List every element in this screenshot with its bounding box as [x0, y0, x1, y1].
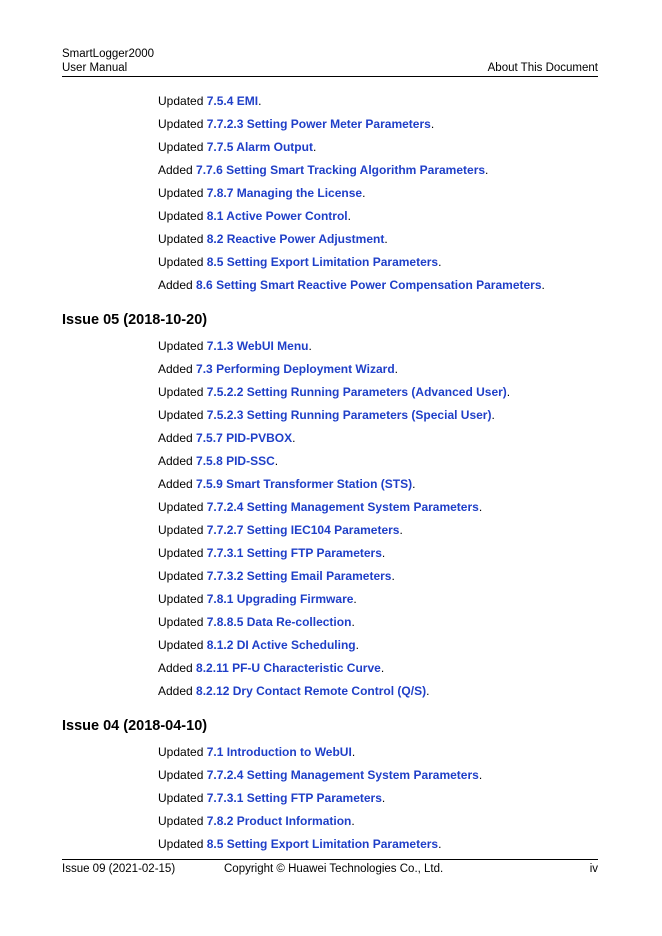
section-link[interactable]: 7.7.3.1 Setting FTP Parameters — [206, 791, 382, 805]
entry-punctuation: . — [478, 500, 483, 514]
change-type: Added — [158, 278, 197, 292]
entry-punctuation: . — [381, 791, 386, 805]
entry-punctuation: . — [347, 209, 351, 223]
issue-04-heading: Issue 04 (2018-04-10) — [62, 718, 208, 734]
change-type: Updated — [158, 546, 207, 560]
change-type: Updated — [158, 94, 207, 108]
issue-05-entry-list — [0, 336, 662, 704]
section-link[interactable]: 7.5.9 Smart Transformer Station (STS) — [196, 477, 413, 491]
issue-05-heading: Issue 05 (2018-10-20) — [62, 312, 208, 328]
change-entry — [158, 612, 662, 635]
section-link[interactable]: 7.5.2.2 Setting Running Parameters (Advanced User) — [206, 385, 507, 399]
entry-punctuation: . — [438, 255, 442, 269]
entry-punctuation: . — [292, 431, 296, 445]
entry-punctuation: . — [541, 278, 545, 292]
change-entry — [158, 765, 662, 788]
change-entry — [158, 742, 662, 765]
change-type: Updated — [158, 117, 207, 131]
section-link[interactable]: 7.7.6 Setting Smart Tracking Algorithm Parameters — [196, 163, 486, 177]
entry-punctuation: . — [485, 163, 489, 177]
change-entry — [158, 275, 662, 298]
entry-punctuation: . — [362, 186, 366, 200]
entry-punctuation: . — [394, 362, 398, 376]
section-link[interactable]: 7.7.2.3 Setting Power Meter Parameters — [206, 117, 431, 131]
change-type: Added — [158, 362, 197, 376]
change-entry — [158, 834, 662, 857]
entry-punctuation: . — [426, 684, 430, 698]
change-entry — [158, 811, 662, 834]
footer-issue: Issue 09 (2021-02-15) — [62, 863, 176, 875]
change-entry — [158, 91, 662, 114]
change-type: Updated — [158, 569, 207, 583]
change-entry — [158, 229, 662, 252]
section-link[interactable]: 8.1.2 DI Active Scheduling — [206, 638, 356, 652]
section-link[interactable]: 7.8.7 Managing the License — [206, 186, 363, 200]
change-type: Updated — [158, 745, 207, 759]
change-type: Updated — [158, 232, 207, 246]
section-link[interactable]: 7.7.2.7 Setting IEC104 Parameters — [206, 523, 400, 537]
section-link[interactable]: 7.5.7 PID-PVBOX — [196, 431, 293, 445]
entry-punctuation: . — [274, 454, 279, 468]
entry-punctuation: . — [399, 523, 403, 537]
product-name: SmartLogger2000 — [62, 48, 155, 60]
change-entry — [158, 589, 662, 612]
entry-punctuation: . — [308, 339, 312, 353]
section-link[interactable]: 7.1.3 WebUI Menu — [206, 339, 309, 353]
change-type: Updated — [158, 255, 207, 269]
entry-punctuation: . — [351, 814, 355, 828]
section-link[interactable]: 8.5 Setting Export Limitation Parameters — [206, 255, 439, 269]
entry-punctuation: . — [351, 745, 356, 759]
change-type: Updated — [158, 791, 207, 805]
issue-04-entry-list — [0, 742, 662, 857]
entry-punctuation: . — [258, 94, 262, 108]
change-type: Updated — [158, 186, 207, 200]
page-content — [0, 91, 662, 857]
section-link[interactable]: 7.5.4 EMI — [206, 94, 259, 108]
intro-entry-list — [0, 91, 662, 298]
entry-punctuation: . — [380, 661, 385, 675]
entry-punctuation: . — [478, 768, 483, 782]
change-entry — [158, 114, 662, 137]
change-entry — [158, 566, 662, 589]
change-type: Added — [158, 431, 197, 445]
section-link[interactable]: 7.1 Introduction to WebUI — [206, 745, 352, 759]
change-type: Added — [158, 684, 197, 698]
change-entry — [158, 405, 662, 428]
change-entry — [158, 137, 662, 160]
change-type: Updated — [158, 385, 207, 399]
change-type: Updated — [158, 523, 207, 537]
footer-copyright: Copyright © Huawei Technologies Co., Ltd. — [224, 863, 444, 875]
section-link[interactable]: 8.5 Setting Export Limitation Parameters — [206, 837, 439, 851]
header-section-title: About This Document — [487, 61, 598, 74]
entry-punctuation: . — [312, 140, 317, 154]
entry-punctuation: . — [430, 117, 435, 131]
change-type: Added — [158, 454, 197, 468]
entry-punctuation: . — [353, 592, 357, 606]
change-entry — [158, 206, 662, 229]
change-entry — [158, 336, 662, 359]
header-left — [62, 48, 154, 75]
footer-page-number: iv — [589, 863, 598, 875]
change-entry — [158, 543, 662, 566]
section-link[interactable]: 8.2 Reactive Power Adjustment — [206, 232, 385, 246]
entry-punctuation: . — [391, 569, 395, 583]
section-link[interactable]: 7.3 Performing Deployment Wizard — [196, 362, 395, 376]
change-type: Updated — [158, 140, 207, 154]
change-type: Added — [158, 477, 197, 491]
section-link[interactable]: 7.7.3.1 Setting FTP Parameters — [206, 546, 382, 560]
section-link[interactable]: 7.5.2.3 Setting Running Parameters (Special User) — [206, 408, 492, 422]
change-entry — [158, 252, 662, 275]
entry-punctuation: . — [412, 477, 416, 491]
entry-punctuation: . — [351, 615, 355, 629]
section-link[interactable]: 8.2.12 Dry Contact Remote Control (Q/S) — [196, 684, 427, 698]
section-link[interactable]: 7.8.1 Upgrading Firmware — [206, 592, 354, 606]
change-entry — [158, 681, 662, 704]
change-type: Updated — [158, 768, 207, 782]
change-type: Updated — [158, 592, 207, 606]
page-header — [62, 48, 598, 77]
change-type: Updated — [158, 615, 207, 629]
section-link[interactable]: 7.7.5 Alarm Output — [206, 140, 313, 154]
change-type: Updated — [158, 814, 207, 828]
entry-punctuation: . — [381, 546, 386, 560]
section-link[interactable]: 8.6 Setting Smart Reactive Power Compensation Parameters — [196, 278, 542, 292]
change-entry — [158, 428, 662, 451]
change-entry — [158, 474, 662, 497]
section-link[interactable]: 7.7.2.4 Setting Management System Parameters — [206, 500, 479, 514]
change-type: Added — [158, 661, 197, 675]
change-entry — [158, 382, 662, 405]
change-entry — [158, 183, 662, 206]
entry-punctuation: . — [355, 638, 359, 652]
section-link[interactable]: 7.5.8 PID-SSC — [196, 454, 275, 468]
change-type: Updated — [158, 500, 207, 514]
entry-punctuation: . — [438, 837, 442, 851]
document-type: User Manual — [62, 61, 128, 74]
change-entry — [158, 658, 662, 681]
page-footer — [62, 859, 598, 878]
change-entry — [158, 451, 662, 474]
entry-punctuation: . — [384, 232, 388, 246]
change-type: Updated — [158, 638, 207, 652]
change-type: Updated — [158, 209, 207, 223]
change-entry — [158, 497, 662, 520]
section-link[interactable]: 7.8.2 Product Information — [206, 814, 352, 828]
change-entry — [158, 359, 662, 382]
change-entry — [158, 520, 662, 543]
section-link[interactable]: 8.2.11 PF-U Characteristic Curve — [196, 661, 381, 675]
change-type: Updated — [158, 837, 207, 851]
change-type: Added — [158, 163, 197, 177]
change-entry — [158, 160, 662, 183]
entry-punctuation: . — [491, 408, 495, 422]
section-link[interactable]: 7.8.8.5 Data Re-collection — [206, 615, 352, 629]
entry-punctuation: . — [506, 385, 511, 399]
change-entry — [158, 788, 662, 811]
change-type: Updated — [158, 339, 207, 353]
section-link[interactable]: 7.7.2.4 Setting Management System Parameters — [206, 768, 479, 782]
section-link[interactable]: 7.7.3.2 Setting Email Parameters — [206, 569, 392, 583]
section-link[interactable]: 8.1 Active Power Control — [206, 209, 348, 223]
change-type: Updated — [158, 408, 207, 422]
change-entry — [158, 635, 662, 658]
